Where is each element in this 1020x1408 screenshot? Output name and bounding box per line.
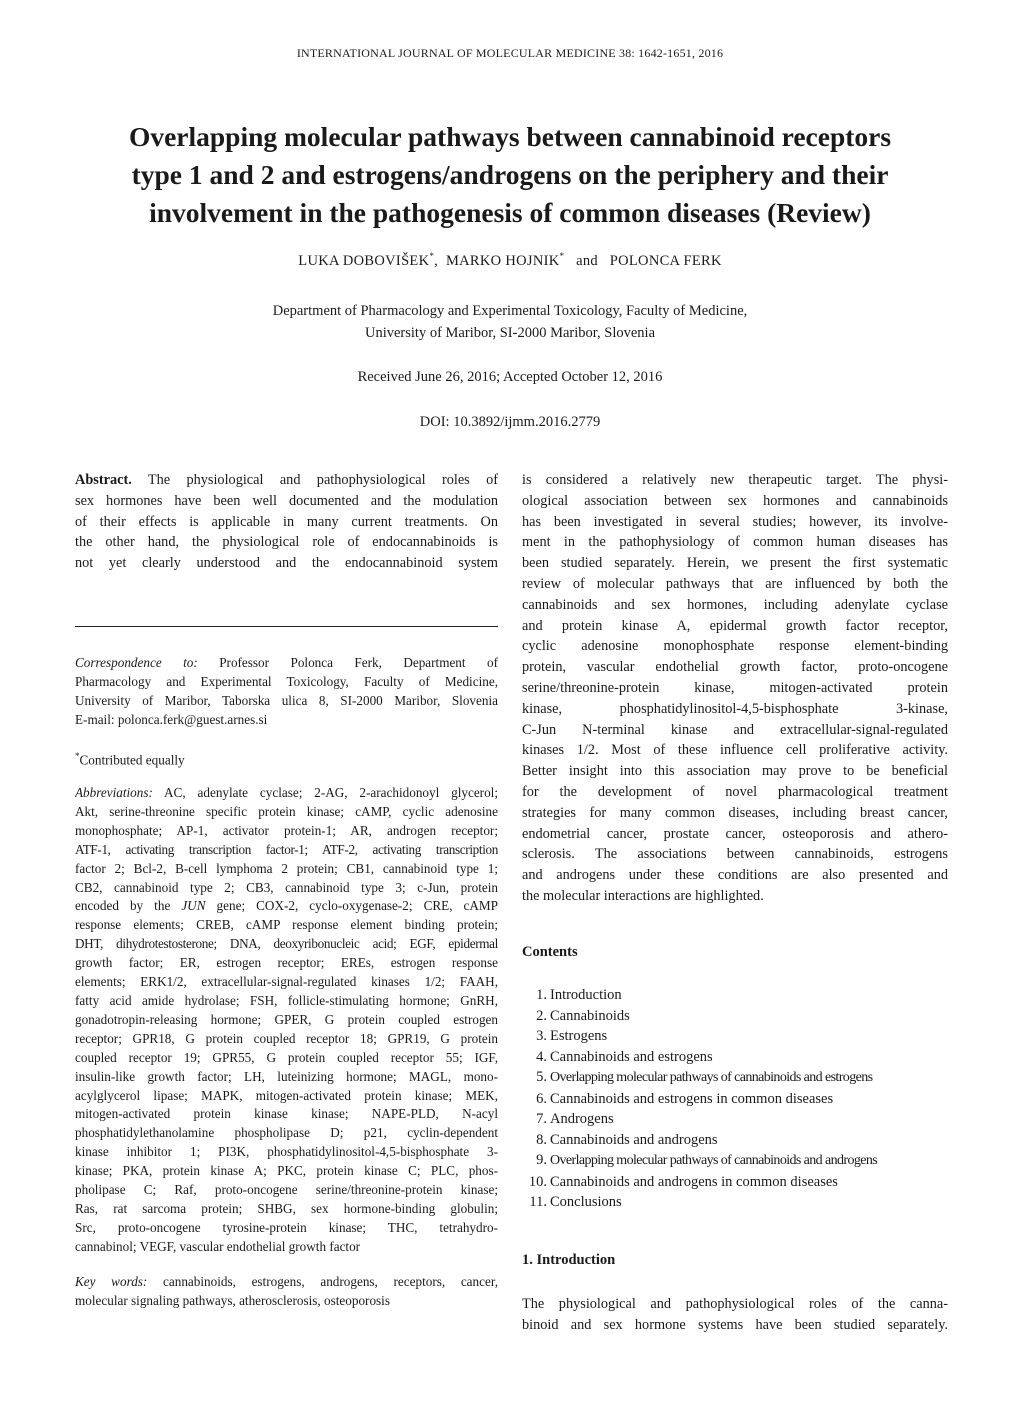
contents-item — [522, 1172, 952, 1193]
abbreviation-line: monophosphate; AP-1, activator protein-1; AR, androgen receptor; — [75, 822, 498, 838]
introduction-line: binoid and sex hormone systems have been studied separately. — [522, 1316, 948, 1333]
abbreviation-line: insulin-like growth factor; LH, luteinizing hormone; MAGL, mono- — [75, 1068, 498, 1084]
contents-item — [522, 1067, 952, 1089]
abstract-line: of their effects is applicable in many current treatments. On — [75, 513, 498, 530]
contents-item — [522, 1109, 952, 1130]
abstract-line: cyclic adenosine monophosphate response element-binding — [522, 638, 948, 655]
keywords-text: cannabinoids, estrogens, androgens, receptors, cancer, — [147, 1274, 498, 1289]
introduction-line: The physiological and pathophysiological roles of the canna- — [522, 1296, 948, 1312]
gene-name: JUN — [181, 898, 206, 914]
contents-item — [522, 1192, 952, 1213]
contents-item-number: 5. — [536, 1069, 547, 1085]
abbreviation-line: Src, proto-oncogene tyrosine-protein kinase; THC, tetrahydro- — [75, 1219, 498, 1235]
abbreviation-line: acylglycerol lipase; MAPK, mitogen-activated protein kinase; MEK, — [75, 1087, 498, 1103]
abstract-line: sclerosis. The associations between cannabinoids, estrogens — [522, 846, 948, 863]
abbreviation-line: factor 2; Bcl-2, B-cell lymphoma 2 protein; CB1, cannabinoid type 1; — [75, 860, 498, 876]
abstract-line: endometrial cancer, prostate cancer, osteoporosis and athero- — [522, 825, 948, 842]
abstract-line: kinases 1/2. Most of these influence cell proliferative activity. — [522, 742, 948, 759]
contents-item-number: 7. — [536, 1111, 547, 1127]
section-heading-introduction: 1. Introduction — [522, 1252, 616, 1268]
correspondence-line: Pharmacology and Experimental Toxicology, Faculty of Medicine, — [75, 673, 498, 689]
contents-item-label: Cannabinoids and estrogens in common diseases — [550, 1090, 834, 1107]
abbreviation-line: DHT, dihydrotestosterone; DNA, deoxyribonucleic acid; EGF, epidermal — [75, 936, 498, 952]
abstract-line: not yet clearly understood and the endocannabinoid system — [75, 555, 498, 572]
keywords-line: molecular signaling pathways, atherosclerosis, osteoporosis — [75, 1292, 390, 1308]
correspondence-label: Correspondence to: — [75, 655, 198, 670]
title-line: involvement in the pathogenesis of common diseases (Review) — [149, 197, 871, 228]
contents-item — [522, 1006, 952, 1027]
author-name: LUKA DOBOVIŠEK — [298, 253, 430, 269]
abbreviation-text: encoded by the — [75, 898, 182, 914]
title-line: Overlapping molecular pathways between cannabinoid receptors — [128, 121, 892, 152]
abbreviation-line: phosphatidylethanolamine phospholipase D; p21, cyclin-dependent — [75, 1125, 498, 1141]
contents-item-number: 8. — [536, 1131, 547, 1148]
abbreviation-line: kinase inhibitor 1; PI3K, phosphatidylinositol-4,5-bisphosphate 3- — [75, 1144, 498, 1160]
abstract-line: serine/threonine-protein kinase, mitogen-activated protein — [522, 679, 948, 696]
doi: DOI: 10.3892/ijmm.2016.2779 — [419, 414, 601, 430]
keywords-label: Key words: — [75, 1274, 148, 1289]
abstract-line: the molecular interactions are highlighted. — [522, 887, 764, 904]
abbreviation-line — [75, 897, 498, 916]
contributed-footnote — [75, 747, 498, 770]
affiliation — [0, 300, 1020, 344]
abbreviation-line: fatty acid amide hydrolase; FSH, follicle-stimulating hormone; GnRH, — [75, 992, 498, 1008]
abstract-line: review of molecular pathways that are influenced by both the — [522, 575, 948, 592]
contents-item-number: 1. — [536, 987, 547, 1003]
contents-item-number: 2. — [536, 1007, 547, 1024]
abbreviation-line: response elements; CREB, cAMP response element binding protein; — [75, 917, 498, 933]
abstract-line: sex hormones have been well documented and the modulation — [75, 492, 498, 509]
received-dates: Received June 26, 2016; Accepted October 12, 2016 — [357, 369, 663, 385]
contents-item — [522, 1047, 952, 1068]
contents-item — [522, 1130, 952, 1151]
contents-heading: Contents — [522, 944, 578, 960]
abbreviation-line: CB2, cannabinoid type 2; CB3, cannabinoid type 3; c-Jun, protein — [75, 879, 498, 895]
article-title — [60, 118, 960, 232]
abstract-line: been studied separately. Herein, we present the first systematic — [522, 555, 948, 572]
contents-item-number: 3. — [536, 1028, 547, 1044]
abbreviation-line: Akt, serine-threonine specific protein kinase; cAMP, cyclic adenosine — [75, 803, 498, 819]
contents-item-label: Cannabinoids and estrogens — [550, 1048, 713, 1065]
running-head: INTERNATIONAL JOURNAL OF MOLECULAR MEDICINE 38: 1642-1651, 2016 — [296, 46, 724, 60]
author-conjunction: and — [576, 253, 598, 269]
abstract-line: ment in the pathophysiology of common human diseases has — [522, 534, 948, 551]
abstract-line: is considered a relatively new therapeutic target. The physi- — [522, 472, 948, 488]
footnote-rule — [75, 626, 498, 627]
introduction-text — [522, 1294, 948, 1336]
abbreviation-text: gene; COX-2, cyclo-oxygenase-2; CRE, cAMP — [205, 898, 498, 914]
abbreviation-line: growth factor; ER, estrogen receptor; EREs, estrogen response — [75, 955, 498, 971]
abbreviation-line: kinase; PKA, protein kinase A; PKC, protein kinase C; PLC, phos- — [75, 1163, 498, 1179]
contributed-text: Contributed equally — [79, 752, 185, 768]
contents-item-label: Introduction — [550, 987, 622, 1003]
contents-item-label: Cannabinoids and androgens in common diseases — [550, 1173, 838, 1190]
abstract-left — [75, 470, 498, 574]
abstract-line: and protein kinase A, epidermal growth factor receptor, — [522, 617, 948, 634]
author-name: POLONCA FERK — [609, 253, 722, 269]
abbreviation-line: coupled receptor 19; GPR55, G protein coupled receptor 55; IGF, — [75, 1049, 498, 1065]
contents-item-number: 10. — [528, 1173, 547, 1190]
abstract-line: ological association between sex hormones and cannabinoids — [522, 492, 948, 509]
contents-item-label: Cannabinoids — [550, 1007, 630, 1024]
contents-item-label: Overlapping molecular pathways of cannabinoids and estrogens — [550, 1070, 873, 1085]
contents-list — [522, 985, 952, 1213]
author-separator: , — [434, 253, 439, 269]
abbreviation-text: AC, adenylate cyclase; 2-AG, 2-arachidonoyl glycerol; — [152, 785, 498, 800]
contents-item — [522, 1089, 952, 1110]
equal-contribution-mark: * — [429, 251, 435, 262]
correspondence-email: E-mail: polonca.ferk@guest.arnes.si — [75, 711, 268, 727]
abstract-label: Abstract. — [75, 472, 132, 488]
abstract-line: for the development of novel pharmacological treatment — [522, 783, 948, 800]
contents-item-number: 11. — [529, 1194, 547, 1210]
abbreviation-line: cannabinol; VEGF, vascular endothelial growth factor — [75, 1238, 361, 1254]
abbreviations-footnote — [75, 784, 498, 1257]
author-name: MARKO HOJNIK — [445, 253, 560, 269]
abstract-line: has been investigated in several studies; however, its involve- — [522, 513, 948, 530]
abbreviation-line: ATF-1, activating transcription factor-1; ATF-2, activating transcription — [75, 841, 498, 857]
contents-item-label: Overlapping molecular pathways of cannabinoids and androgens — [550, 1153, 878, 1168]
abstract-line: kinase, phosphatidylinositol-4,5-bisphosphate 3-kinase, — [522, 700, 948, 717]
contents-item-number: 6. — [536, 1090, 547, 1107]
contents-item — [522, 1150, 952, 1172]
abbreviation-line: receptor; GPR18, G protein coupled receptor 18; GPR19, G protein — [75, 1030, 498, 1046]
abbreviation-line: elements; ERK1/2, extracellular-signal-regulated kinases 1/2; FAAH, — [75, 974, 498, 990]
correspondence-line — [75, 654, 498, 673]
abstract-right — [522, 470, 948, 907]
abstract-line: C-Jun N-terminal kinase and extracellular-signal-regulated — [522, 721, 948, 738]
contents-item-label: Estrogens — [550, 1028, 608, 1044]
abbreviation-line — [75, 784, 498, 803]
contents-item — [522, 1026, 952, 1047]
correspondence-line: University of Maribor, Taborska ulica 8, SI-2000 Maribor, Slovenia — [75, 692, 498, 708]
abstract-line: the other hand, the physiological role of endocannabinoids is — [75, 534, 498, 551]
abstract-line — [75, 470, 498, 491]
abstract-line: protein, vascular endothelial growth factor, proto-oncogene — [522, 659, 948, 676]
abbreviation-line: gonadotropin-releasing hormone; GPER, G protein coupled estrogen — [75, 1011, 498, 1027]
abstract-line: strategies for many common diseases, including breast cancer, — [522, 804, 948, 821]
affiliation-line: University of Maribor, SI-2000 Maribor, Slovenia — [365, 325, 655, 341]
correspondence-text: Professor Polonca Ferk, Department of — [197, 655, 498, 670]
contents-item — [522, 985, 952, 1006]
abbreviation-line: Ras, rat sarcoma protein; SHBG, sex hormone-binding globulin; — [75, 1200, 498, 1216]
abbreviations-label: Abbreviations: — [75, 785, 153, 800]
abstract-text: The physiological and pathophysiological roles of — [131, 472, 498, 488]
abbreviation-line: mitogen-activated protein kinase kinase; NAPE-PLD, N-acyl — [75, 1106, 498, 1122]
keywords-line — [75, 1273, 498, 1292]
contents-item-label: Cannabinoids and androgens — [550, 1131, 718, 1148]
abbreviation-line: pholipase C; Raf, proto-oncogene serine/threonine-protein kinase; — [75, 1182, 498, 1198]
contents-item-label: Conclusions — [550, 1194, 622, 1210]
keywords — [75, 1273, 498, 1311]
title-line: type 1 and 2 and estrogens/androgens on the periphery and their — [131, 159, 889, 190]
abstract-line: Better insight into this association may prove to be beneficial — [522, 763, 948, 780]
contents-item-number: 9. — [536, 1152, 547, 1168]
abstract-line: cannabinoids and sex hormones, including adenylate cyclase — [522, 596, 948, 613]
equal-contribution-mark: * — [559, 251, 565, 262]
contents-item-number: 4. — [536, 1048, 547, 1065]
abstract-line: and androgens under these conditions are also presented and — [522, 867, 948, 884]
correspondence-footnote — [75, 654, 498, 730]
contributed-mark: * — [75, 751, 80, 761]
author-list — [0, 253, 1020, 270]
contents-item-label: Androgens — [550, 1111, 614, 1127]
affiliation-line: Department of Pharmacology and Experimental Toxicology, Faculty of Medicine, — [272, 303, 748, 319]
